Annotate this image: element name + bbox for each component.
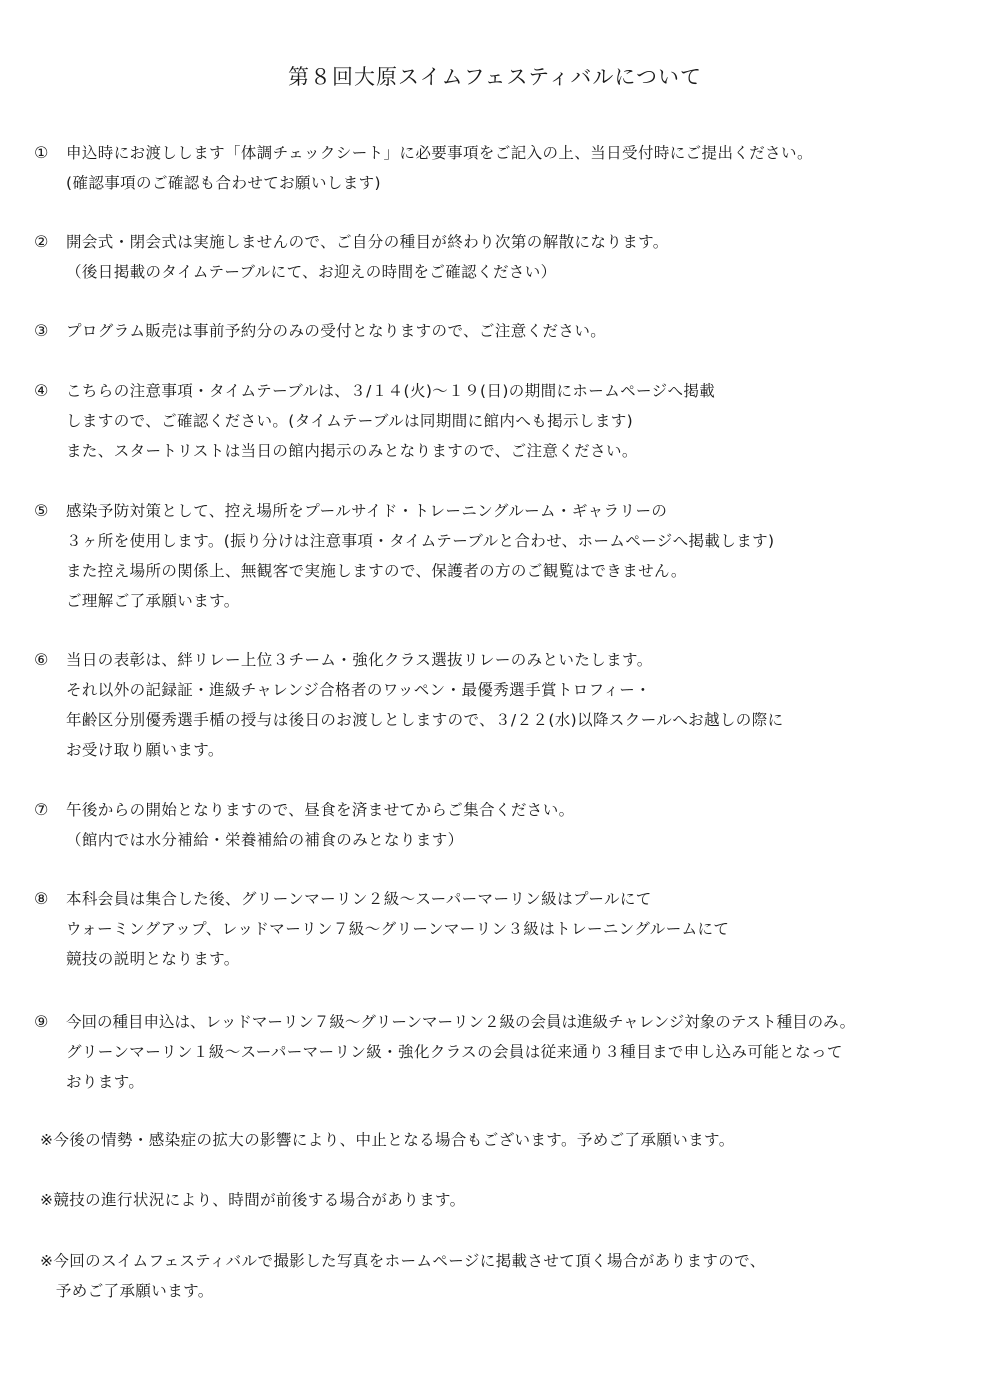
item-line: (確認事項のご確認も合わせてお願いします) xyxy=(66,174,381,192)
item-line: ３ヶ所を使用します。(振り分けは注意事項・タイムテーブルと合わせ、ホームページへ掲載します) xyxy=(66,532,775,550)
note-line: ※競技の進行状況により、時間が前後する場合があります。 xyxy=(40,1191,466,1209)
note-line: 予めご了承願います。 xyxy=(40,1282,214,1300)
item-line: おります。 xyxy=(66,1073,145,1091)
item-text xyxy=(66,227,976,287)
item-line: 今回の種目申込は、レッドマーリン７級～グリーンマーリン２級の会員は進級チャレンジ対象のテスト種目のみ。 xyxy=(66,1013,856,1031)
item-number: ⑥ xyxy=(34,650,49,669)
item-line: ウォーミングアップ、レッドマーリン７級～グリーンマーリン３級はトレーニングルームにて xyxy=(66,920,730,938)
item-line: また控え場所の関係上、無観客で実施しますので、保護者の方のご観覧はできません。 xyxy=(66,562,687,580)
item-line: 本科会員は集合した後、グリーンマーリン２級～スーパーマーリン級はプールにて xyxy=(66,890,652,908)
page-title: 第８回大原スイムフェスティバルについて xyxy=(287,65,702,89)
item-number: ④ xyxy=(34,381,49,400)
note-line: ※今回のスイムフェスティバルで撮影した写真をホームページに掲載させて頂く場合がありますので、 xyxy=(40,1252,766,1270)
item-line: しますので、ご確認ください。(タイムテーブルは同期間に館内へも掲示します) xyxy=(66,412,634,430)
note-2 xyxy=(40,1185,970,1215)
item-text xyxy=(66,376,976,466)
item-line: 開会式・閉会式は実施しませんので、ご自分の種目が終わり次第の解散になります。 xyxy=(66,233,669,251)
item-line: それ以外の記録証・進級チャレンジ合格者のワッペン・最優秀選手賞トロフィー・ xyxy=(66,681,652,699)
note-3 xyxy=(40,1246,970,1306)
item-number: ③ xyxy=(34,321,49,340)
item-line: 年齢区分別優秀選手楯の授与は後日のお渡しとしますので、３/２２(水)以降スクールへお越しの際に xyxy=(66,711,784,729)
item-text xyxy=(66,316,976,346)
item-text xyxy=(66,645,976,765)
item-line: プログラム販売は事前予約分のみの受付となりますので、ご注意ください。 xyxy=(66,322,607,340)
item-line: 申込時にお渡しします「体調チェックシート」に必要事項をご記入の上、当日受付時にご提出ください。 xyxy=(66,144,813,162)
item-line: （館内では水分補給・栄養補給の補食のみとなります） xyxy=(66,831,464,849)
item-line: 当日の表彰は、絆リレー上位３チーム・強化クラス選抜リレーのみといたします。 xyxy=(66,651,653,669)
item-line: 競技の説明となります。 xyxy=(66,950,240,968)
item-line: （後日掲載のタイムテーブルにて、お迎えの時間をご確認ください） xyxy=(66,263,557,281)
item-line: グリーンマーリン１級～スーパーマーリン級・強化クラスの会員は従来通り３種目まで申し込み可能となって xyxy=(66,1043,843,1061)
item-line: 午後からの開始となりますので、昼食を済ませてからご集合ください。 xyxy=(66,801,575,819)
item-line: 感染予防対策として、控え場所をプールサイド・トレーニングルーム・ギャラリーの xyxy=(66,502,668,520)
item-line: ご理解ご了承願います。 xyxy=(66,592,240,610)
note-1 xyxy=(40,1125,970,1155)
item-number: ⑤ xyxy=(34,501,49,520)
item-line: こちらの注意事項・タイムテーブルは、３/１４(火)～１９(日)の期間にホームページへ掲載 xyxy=(66,382,716,400)
item-text xyxy=(66,496,976,616)
item-line: お受け取り願います。 xyxy=(66,741,224,759)
item-text xyxy=(66,1007,976,1097)
item-line: また、スタートリストは当日の館内掲示のみとなりますので、ご注意ください。 xyxy=(66,442,638,460)
item-number: ② xyxy=(34,232,49,251)
item-text xyxy=(66,884,976,974)
item-number: ⑧ xyxy=(34,889,49,908)
item-number: ⑨ xyxy=(34,1012,49,1031)
item-number: ① xyxy=(34,143,49,162)
item-text xyxy=(66,795,976,855)
note-line: ※今後の情勢・感染症の拡大の影響により、中止となる場合もございます。予めご了承願います。 xyxy=(40,1131,735,1149)
item-text xyxy=(66,138,976,198)
item-number: ⑦ xyxy=(34,800,49,819)
